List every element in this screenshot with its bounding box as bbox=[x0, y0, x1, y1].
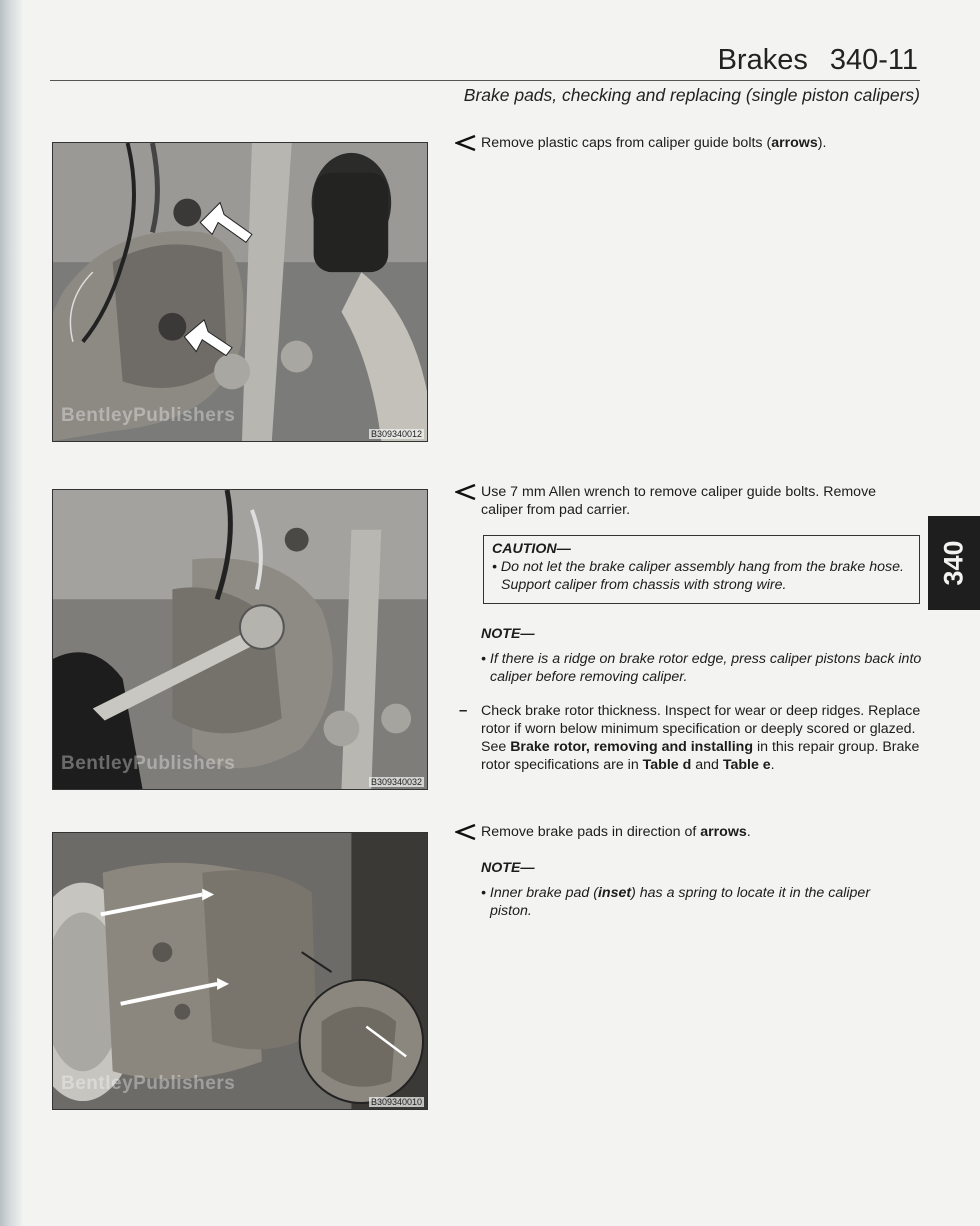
step-remove-caps bbox=[455, 134, 925, 152]
figure-2-allen-wrench bbox=[52, 489, 428, 790]
photo-allen-wrench bbox=[53, 490, 427, 789]
figure-code: B309340010 bbox=[370, 1097, 422, 1107]
section-tab-label: 340 bbox=[938, 540, 969, 586]
photo-caliper-caps bbox=[53, 143, 427, 441]
figure-code: B309340012 bbox=[370, 429, 422, 439]
step-text: Remove brake pads in direction of arrows. bbox=[481, 824, 751, 840]
note-text: • Inner brake pad (inset) has a spring to locate it in the caliper piston. bbox=[481, 885, 871, 919]
dash-marker: – bbox=[459, 702, 468, 719]
triangle-pointer-icon bbox=[455, 134, 477, 152]
figure-code: B309340032 bbox=[370, 777, 422, 787]
note-text: • If there is a ridge on brake rotor edge, press caliper pistons back into caliper before removing caliper. bbox=[481, 651, 922, 685]
step-text: Check brake rotor thickness. Inspect for wear or deep ridges. Replace rotor if worn below minimum specification or deeply scored or glazed. See Brake rotor, removing and installing in this repair group. Brake rotor specifications are in Table d and Table e. bbox=[481, 703, 921, 773]
figure-watermark: BentleyPublishers bbox=[61, 1073, 236, 1094]
caution-text: • Do not let the brake caliper assembly hang from the brake hose. Support caliper from chassis with strong wire. bbox=[492, 559, 904, 593]
step-allen-wrench bbox=[455, 483, 900, 519]
caution-heading: CAUTION— bbox=[492, 541, 571, 557]
header-rule bbox=[50, 80, 920, 81]
section-tab bbox=[928, 516, 980, 610]
page-edge bbox=[0, 0, 22, 1226]
figure-3-brake-pads bbox=[52, 832, 428, 1110]
figure-watermark: BentleyPublishers bbox=[61, 405, 236, 426]
page-number: 340-11 bbox=[829, 44, 918, 76]
note-heading: NOTE— bbox=[481, 860, 535, 876]
page-subtitle: Brake pads, checking and replacing (single piston calipers) bbox=[463, 85, 920, 105]
step-text: Remove plastic caps from caliper guide bolts (arrows). bbox=[481, 135, 827, 151]
step-check-rotor bbox=[455, 702, 925, 774]
step-remove-pads bbox=[455, 823, 925, 841]
triangle-pointer-icon bbox=[455, 823, 477, 841]
page-header bbox=[718, 44, 918, 77]
note-heading: NOTE— bbox=[481, 626, 535, 642]
figure-1-caliper-caps bbox=[52, 142, 428, 442]
caution-box bbox=[483, 535, 920, 604]
photo-brake-pads bbox=[53, 833, 427, 1109]
section-title: Brakes bbox=[717, 44, 808, 76]
step-text: Use 7 mm Allen wrench to remove caliper guide bolts. Remove caliper from pad carrier. bbox=[481, 484, 877, 518]
triangle-pointer-icon bbox=[455, 483, 477, 501]
figure-watermark: BentleyPublishers bbox=[61, 753, 236, 774]
